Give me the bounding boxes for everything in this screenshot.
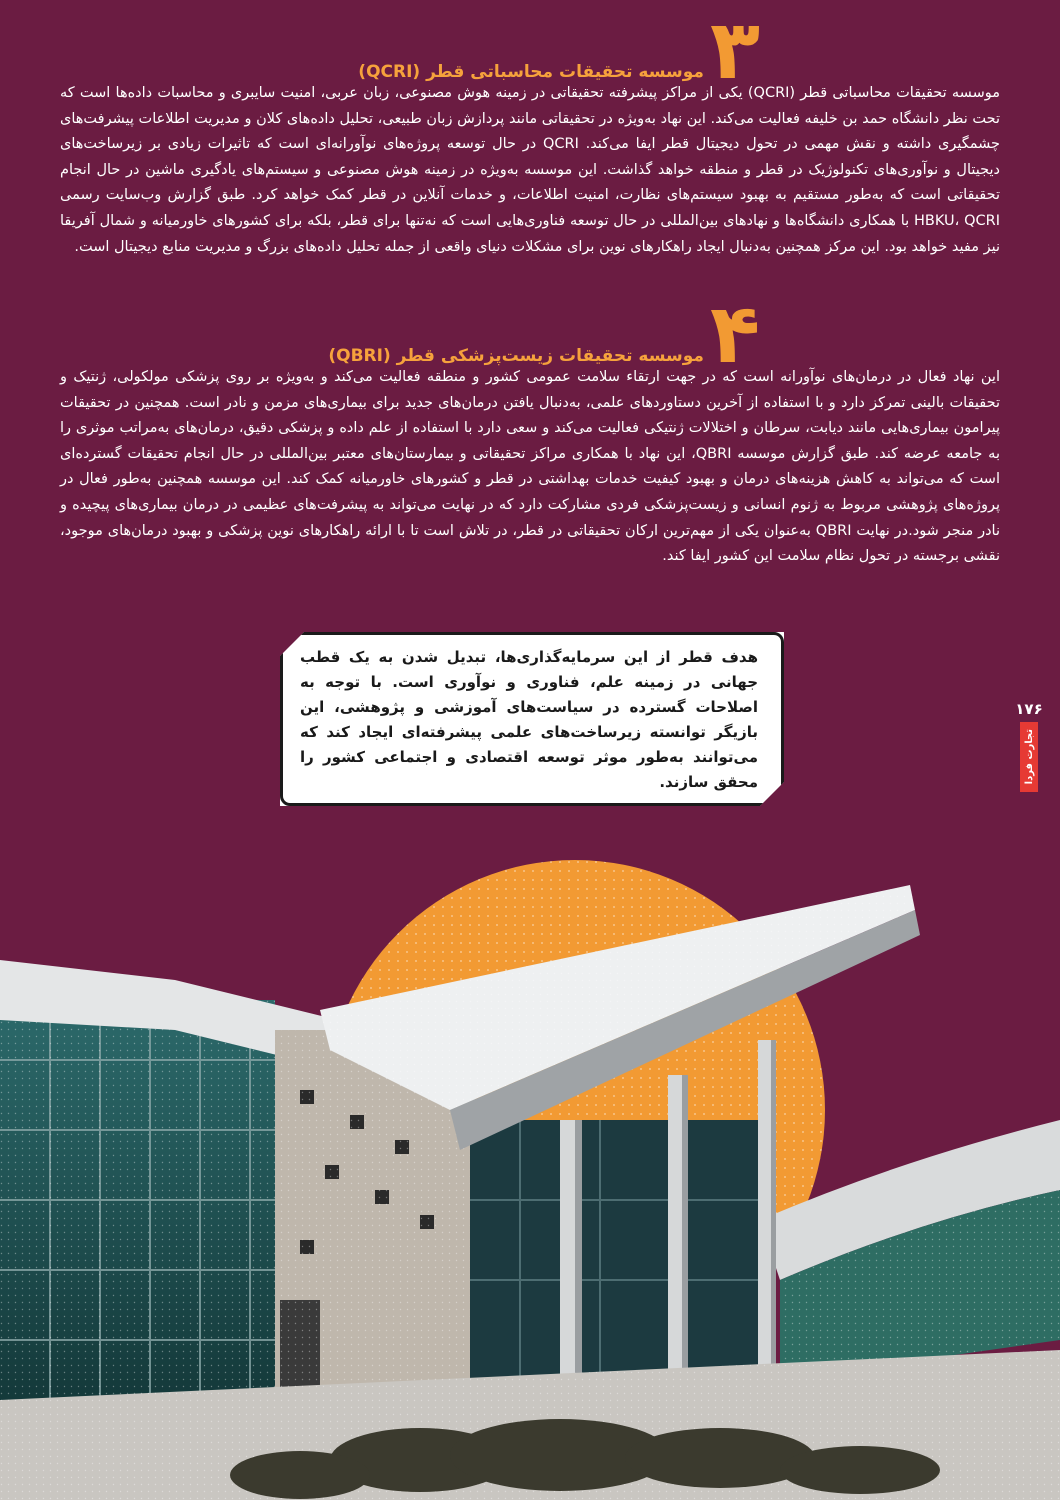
section-3-number: ۳: [709, 3, 760, 98]
section-3-heading: [358, 3, 760, 98]
section-4-body: این نهاد فعال در درمان‌های نوآورانه است که در جهت ارتقاء سلامت عمومی کشور و منطقه فعالیت می‌کند و به‌ویژه بر روی پزشکی مولکولی، ژنتیک و تحقیقات بالینی تمرکز دارد و با استفاده از آخرین دستاوردهای علمی، به‌دنبال یافتن درمان‌های جدید برای بیماری‌های مزمن و نادر است. همچنین در تحقیقات پیرامون بیماری‌هایی مانند دیابت، سرطان و اختلالات ژنتیکی فعالیت می‌کند و سعی دارد با استفاده از علم داده و پزشکی دقیق، درمان‌های به‌مراتب موثری را به جامعه عرضه کند. طبق گزارش موسسه QBRI، این نهاد با همکاری مراکز تحقیقاتی و بیمارستان‌های معتبر بین‌المللی در حال انجام تحقیقات گسترده‌ای است که می‌تواند به کاهش هزینه‌های درمان و بهبود کیفیت خدمات بهداشتی در قطر و کشورهای خاورمیانه کمک کند. این موسسه همچنین به‌طور فعال در پروژه‌های پژوهشی مربوط به ژنوم انسانی و زیست‌پزشکی فردی مشارکت دارد که در نهایت می‌تواند به پیشرفت‌های عظیمی در درمان بیماری‌های پیچیده و نادر منجر شود.در نهایت QBRI به‌عنوان یکی از مهم‌ترین ارکان تحقیقاتی در قطر، در تلاش است تا با ارائه راهکارهای نوین پزشکی و بهبود درمان‌های موجود، نقشی برجسته در تحول نظام سلامت این کشور ایفا کند.: [60, 369, 1000, 565]
section-4-number: ۴: [709, 287, 760, 382]
building-illustration: [0, 860, 1060, 1500]
section-4-heading: [328, 287, 760, 382]
section-3-title: موسسه تحقیقات محاسباتی قطر (QCRI): [358, 62, 704, 82]
brand-name: تجارت فردا: [1023, 729, 1035, 785]
brand-tag: [1020, 722, 1038, 792]
section-3-body: موسسه تحقیقات محاسباتی قطر (QCRI) یکی از مراکز پیشرفته تحقیقاتی در زمینه هوش مصنوعی، زبان عربی، امنیت سایبری و محاسبات داده‌ها است که تحت نظر دانشگاه حمد بن خلیفه فعالیت می‌کند. این نهاد به‌ویژه در تحقیقاتی مانند پردازش زبان طبیعی، تحلیل داده‌های کلان و مدیریت اطلاعات پیشرفت‌های چشمگیری داشته و نقش مهمی در تحول دیجیتال قطر ایفا می‌کند. QCRI در حال توسعه پروژه‌های نوآورانه‌ای است که تاثیرات زیادی بر زیرساخت‌های دیجیتال و نوآوری‌های تکنولوژیک در قطر و منطقه خواهد گذاشت. این موسسه به‌ویژه در زمینه هوش مصنوعی و سیستم‌های یادگیری ماشین در حال انجام تحقیقاتی است که به‌طور مستقیم به بهبود سیستم‌های نظارت، امنیت اطلاعات، و خدمات آنلاین در قطر کمک خواهد کرد. طبق گزارش وب‌سایت رسمی HBKU، QCRI با همکاری دانشگاه‌ها و نهادهای بین‌المللی در حال توسعه فناوری‌هایی است که نه‌تنها برای قطر، بلکه برای کشورهای خاورمیانه و شمال آفریقا نیز مفید خواهد بود. این مرکز همچنین به‌دنبال ایجاد راهکارهای نوین برای مشکلات دنیای واقعی از جمله تحلیل داده‌های بزرگ و مدیریت منابع دیجیتال است.: [60, 85, 1001, 255]
page-number: ۱۷۶: [1015, 700, 1043, 718]
pull-quote-text: هدف قطر از این سرمایه‌گذاری‌ها، تبدیل شدن به یک قطب جهانی در زمینه علم، فناوری و نوآوری است. با توجه به اصلاحات گسترده در سیاست‌های آموزشی و پژوهشی، این بازیگر توانسته زیرساخت‌های علمی پیشرفته‌ای ایجاد کند که می‌توانند به‌طور موثر توسعه اقتصادی و اجتماعی کشور را محقق سازند.: [300, 648, 758, 791]
entrance-glass: [470, 1120, 770, 1400]
section-4-title: موسسه تحقیقات زیست‌پزشکی قطر (QBRI): [328, 346, 704, 366]
